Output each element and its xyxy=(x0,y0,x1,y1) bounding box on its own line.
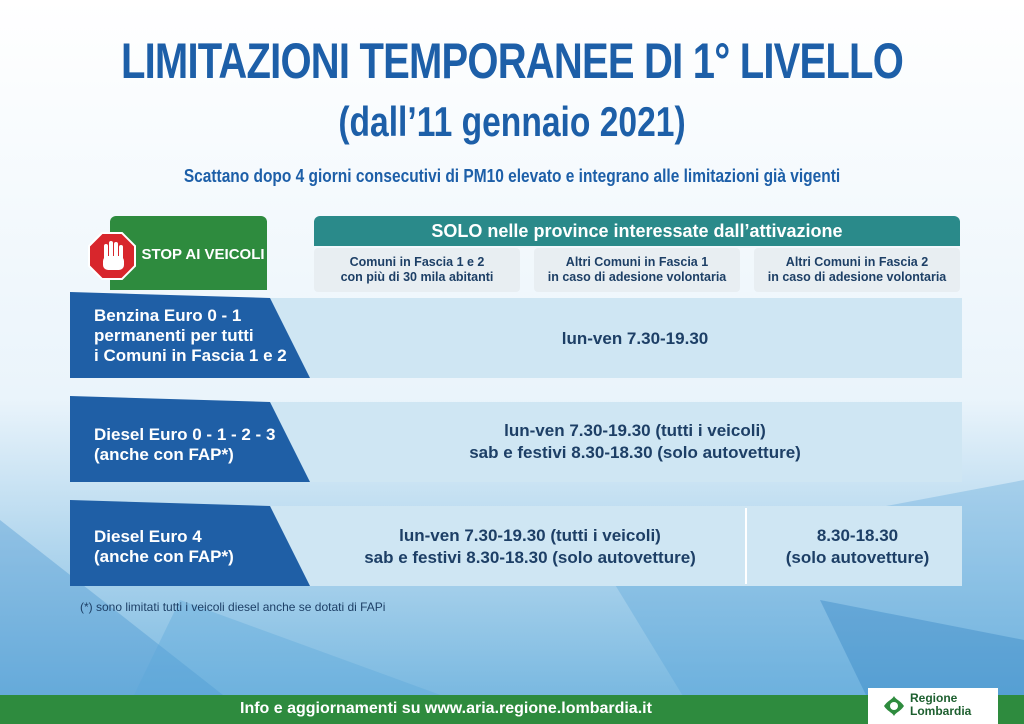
row-diesel4-label-line1: Diesel Euro 4 xyxy=(94,527,202,546)
footer-info-link[interactable]: Info e aggiornamenti su www.aria.regione.lombardia.it xyxy=(240,700,652,717)
row-diesel4-value-right xyxy=(760,525,955,569)
column-header-1-line2: con più di 30 mila abitanti xyxy=(340,270,494,284)
column-header-2-line1: Altri Comuni in Fascia 1 xyxy=(565,255,709,269)
stop-hand-icon xyxy=(88,232,136,280)
logo-line2: Lombardia xyxy=(910,704,972,718)
column-header-1 xyxy=(314,248,520,292)
row-benzina-value: lun-ven 7.30-19.30 xyxy=(561,329,709,348)
page-title: LIMITAZIONI TEMPORANEE DI 1° LIVELLO xyxy=(120,33,904,89)
row-diesel4-value-line2: sab e festivi 8.30-18.30 (solo autovetture) xyxy=(364,548,696,567)
stop-label: STOP AI VEICOLI xyxy=(141,246,265,263)
row-diesel03-label-line1: Diesel Euro 0 - 1 - 2 - 3 xyxy=(94,425,276,444)
row-diesel4-label-line2: (anche con FAP*) xyxy=(94,547,234,566)
row-diesel03-value xyxy=(420,420,850,464)
row-diesel03-value-line1: lun-ven 7.30-19.30 (tutti i veicoli) xyxy=(504,421,766,440)
lead-text: Scattano dopo 4 giorni consecutivi di PM10 elevato e integrano alle limitazioni già vigenti xyxy=(183,166,841,186)
regione-lombardia-logo-text xyxy=(910,692,971,718)
row-diesel4-value-right-line1: 8.30-18.30 xyxy=(816,526,899,545)
row-benzina-label-line2: permanenti per tutti xyxy=(94,326,254,345)
footnote: (*) sono limitati tutti i veicoli diesel anche se dotati di FAPi xyxy=(80,600,386,614)
regione-lombardia-logo-icon xyxy=(882,694,906,718)
row-diesel03-value-line2: sab e festivi 8.30-18.30 (solo autovetture) xyxy=(469,443,801,462)
column-header-3-line2: in caso di adesione volontaria xyxy=(767,270,947,284)
activation-header: SOLO nelle province interessate dall’attivazione xyxy=(314,216,960,246)
row-benzina-label-line3: i Comuni in Fascia 1 e 2 xyxy=(94,346,287,365)
row-diesel03-label-line2: (anche con FAP*) xyxy=(94,445,234,464)
row-diesel4-value xyxy=(330,525,730,569)
row-diesel03-label xyxy=(94,425,275,465)
column-header-2 xyxy=(534,248,740,292)
row-benzina-label xyxy=(94,306,287,366)
column-header-2-line2: in caso di adesione volontaria xyxy=(547,270,727,284)
row-diesel4-divider xyxy=(745,508,747,584)
column-header-1-line1: Comuni in Fascia 1 e 2 xyxy=(349,255,485,269)
row-diesel4-value-right-line2: (solo autovetture) xyxy=(785,548,930,567)
page-subtitle: (dall’11 gennaio 2021) xyxy=(338,98,686,145)
column-header-3 xyxy=(754,248,960,292)
row-diesel4-label xyxy=(94,527,234,567)
row-benzina-label-line1: Benzina Euro 0 - 1 xyxy=(94,306,242,325)
row-diesel4-value-line1: lun-ven 7.30-19.30 (tutti i veicoli) xyxy=(399,526,661,545)
logo-line1: Regione xyxy=(910,691,958,705)
column-header-3-line1: Altri Comuni in Fascia 2 xyxy=(785,255,929,269)
